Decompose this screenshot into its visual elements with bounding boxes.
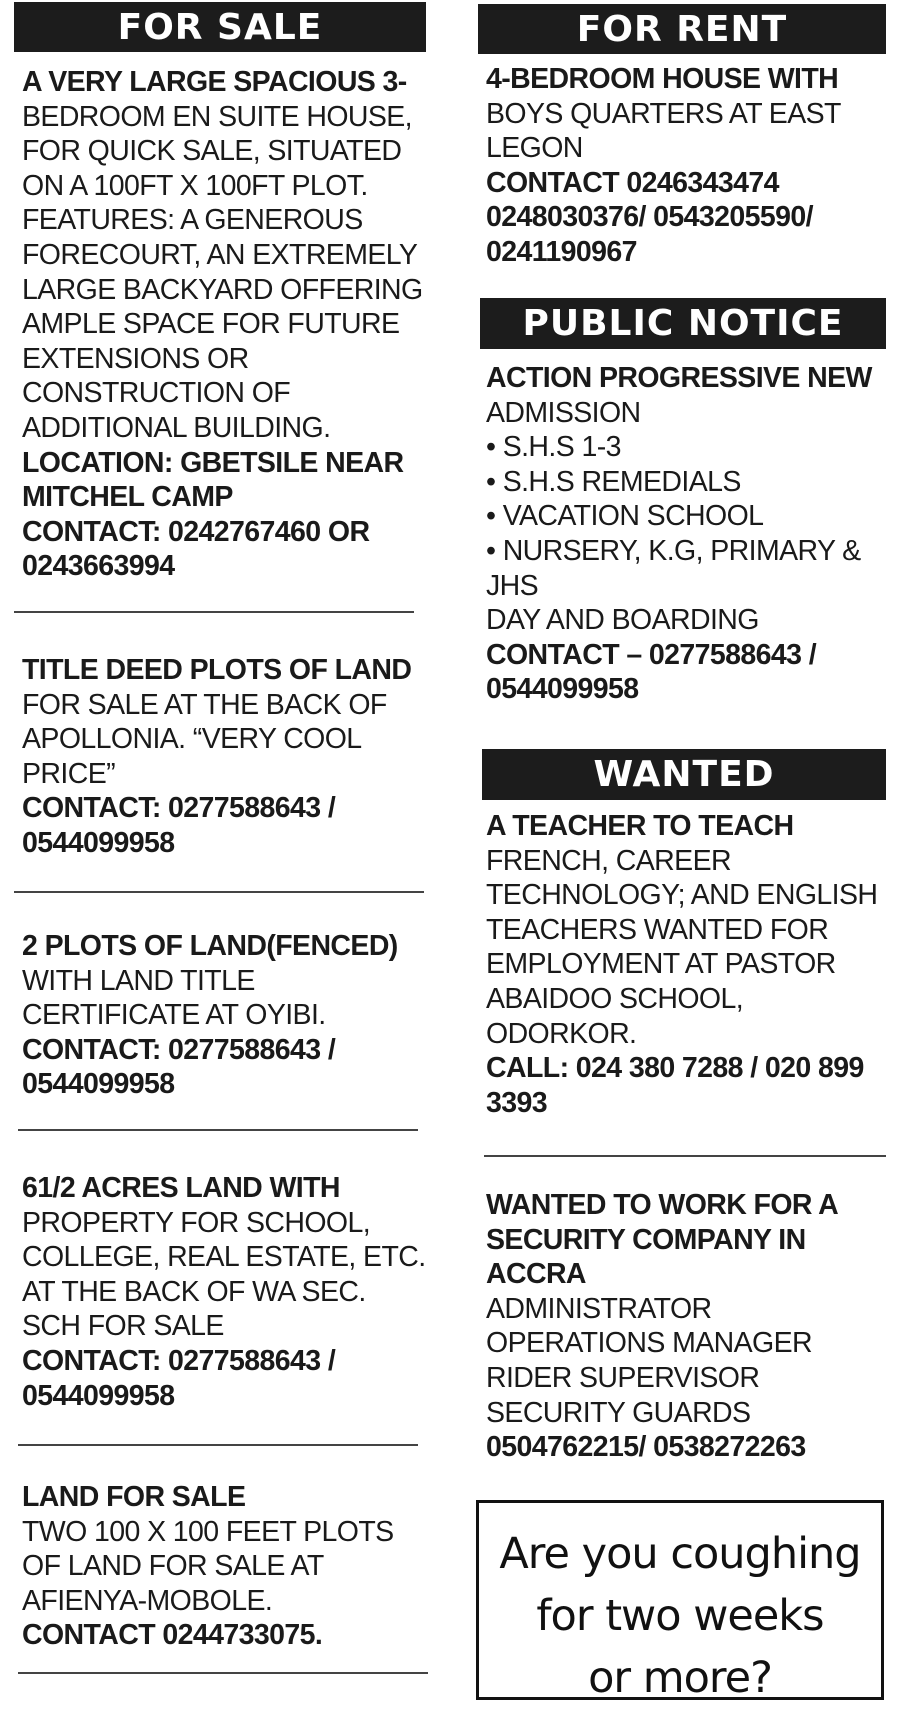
ad-contact: CONTACT 0244733075. bbox=[22, 1619, 323, 1652]
ad-text-line: BEDROOM EN SUITE HOUSE, bbox=[22, 100, 413, 133]
for-sale-ad-afienya bbox=[22, 1480, 426, 1653]
ad-contact: 0544099958 bbox=[22, 1068, 175, 1101]
ad-text-line: OF LAND FOR SALE AT bbox=[22, 1550, 324, 1583]
ad-text-line: PRICE” bbox=[22, 757, 115, 790]
divider bbox=[18, 1672, 428, 1674]
ad-contact: CONTACT 0246343474 bbox=[486, 166, 779, 199]
divider bbox=[484, 1155, 886, 1157]
wanted-ad-teacher bbox=[486, 809, 888, 1120]
ad-contact: 0248030376/ 0543205590/ bbox=[486, 201, 813, 234]
ad-text-line: COLLEGE, REAL ESTATE, ETC. bbox=[22, 1241, 426, 1274]
ad-contact: 0241190967 bbox=[486, 235, 637, 268]
ad-text-line: WITH LAND TITLE bbox=[22, 964, 255, 997]
ad-text-line: FOR QUICK SALE, SITUATED bbox=[22, 135, 402, 168]
ad-text-line: AT THE BACK OF WA SEC. bbox=[22, 1275, 366, 1308]
ad-text-line: ODORKOR. bbox=[486, 1017, 637, 1050]
ad-headline: ACCRA bbox=[486, 1258, 586, 1291]
ad-text-line: OPERATIONS MANAGER bbox=[486, 1327, 812, 1360]
ad-contact: CONTACT: 0242767460 OR bbox=[22, 515, 370, 548]
for-sale-ad-title-deed bbox=[22, 653, 426, 861]
ad-location: LOCATION: GBETSILE NEAR bbox=[22, 446, 404, 479]
health-promo-box bbox=[476, 1500, 884, 1703]
ad-text-line: CERTIFICATE AT OYIBI. bbox=[22, 999, 326, 1032]
right-column bbox=[478, 0, 888, 1676]
ad-headline: 2 PLOTS OF LAND(FENCED) bbox=[22, 930, 398, 962]
promo-line: for two weeks bbox=[536, 1591, 824, 1641]
wanted-heading: WANTED bbox=[482, 749, 886, 800]
ad-text-line: AMPLE SPACE FOR FUTURE bbox=[22, 308, 400, 341]
for-rent-ad bbox=[486, 62, 888, 270]
ad-text-line: FEATURES: A GENEROUS bbox=[22, 204, 363, 237]
for-sale-heading: FOR SALE bbox=[14, 2, 426, 52]
ad-contact: CONTACT: 0277588643 / bbox=[22, 1344, 336, 1377]
ad-text-line: JHS bbox=[486, 569, 539, 602]
ad-text-line: FRENCH, CAREER bbox=[486, 844, 731, 877]
for-sale-column bbox=[14, 0, 426, 1676]
divider bbox=[14, 611, 414, 613]
promo-text bbox=[479, 1523, 881, 1709]
ad-text-line: FORECOURT, AN EXTREMELY bbox=[22, 238, 418, 271]
ad-text-line: TECHNOLOGY; AND ENGLISH bbox=[486, 879, 878, 912]
ad-text-line: LEGON bbox=[486, 132, 583, 165]
ad-text-line: ON A 100FT X 100FT PLOT. bbox=[22, 169, 368, 202]
ad-headline: WANTED TO WORK FOR A bbox=[486, 1189, 839, 1221]
ad-contact: 0544099958 bbox=[486, 673, 639, 706]
ad-list-item: • NURSERY, K.G, PRIMARY & bbox=[486, 534, 861, 567]
promo-line: or more? bbox=[588, 1653, 772, 1703]
divider bbox=[18, 1129, 418, 1131]
ad-text-line: APOLLONIA. “VERY COOL bbox=[22, 723, 362, 756]
ad-list-item: • VACATION SCHOOL bbox=[486, 500, 764, 533]
ad-contact: 0504762215/ 0538272263 bbox=[486, 1431, 806, 1464]
ad-text-line: SECURITY GUARDS bbox=[486, 1396, 751, 1429]
ad-headline: ACTION PROGRESSIVE NEW bbox=[486, 362, 872, 394]
ad-text-line: ADMINISTRATOR bbox=[486, 1292, 712, 1325]
ad-text-line: ADMISSION bbox=[486, 396, 641, 429]
ad-text-line: TWO 100 X 100 FEET PLOTS bbox=[22, 1515, 394, 1548]
ad-text-line: PROPERTY FOR SCHOOL, bbox=[22, 1206, 371, 1239]
ad-text-line: BOYS QUARTERS AT EAST bbox=[486, 97, 841, 130]
ad-text-line: SCH FOR SALE bbox=[22, 1310, 224, 1343]
ad-contact: CALL: 024 380 7288 / 020 899 bbox=[486, 1052, 864, 1085]
ad-contact: CONTACT – 0277588643 / bbox=[486, 638, 817, 671]
ad-contact: 0544099958 bbox=[22, 1379, 175, 1412]
ad-text-line: RIDER SUPERVISOR bbox=[486, 1361, 760, 1394]
ad-headline: TITLE DEED PLOTS OF LAND bbox=[22, 654, 412, 686]
for-sale-ad-house bbox=[22, 65, 426, 584]
ad-contact: 3393 bbox=[486, 1086, 548, 1119]
ad-headline: A TEACHER TO TEACH bbox=[486, 810, 794, 842]
ad-text-line: EMPLOYMENT AT PASTOR bbox=[486, 948, 836, 981]
ad-headline: LAND FOR SALE bbox=[22, 1481, 246, 1513]
ad-text-line: TEACHERS WANTED FOR bbox=[486, 913, 829, 946]
ad-contact: 0544099958 bbox=[22, 826, 175, 859]
ad-headline: 4-BEDROOM HOUSE WITH bbox=[486, 63, 839, 95]
ad-headline: A VERY LARGE SPACIOUS 3- bbox=[22, 66, 407, 98]
divider bbox=[18, 1444, 418, 1446]
ad-text-line: DAY AND BOARDING bbox=[486, 604, 759, 637]
ad-contact: 0243663994 bbox=[22, 550, 175, 583]
ad-text-line: EXTENSIONS OR bbox=[22, 342, 249, 375]
ad-list-item: • S.H.S 1-3 bbox=[486, 431, 621, 464]
public-notice-ad bbox=[486, 361, 888, 707]
ad-list-item: • S.H.S REMEDIALS bbox=[486, 465, 741, 498]
ad-headline: 61/2 ACRES LAND WITH bbox=[22, 1172, 340, 1204]
ad-contact: CONTACT: 0277588643 / bbox=[22, 792, 336, 825]
for-sale-ad-acres bbox=[22, 1171, 426, 1413]
wanted-ad-security bbox=[486, 1188, 888, 1465]
ad-text-line: ADDITIONAL BUILDING. bbox=[22, 411, 331, 444]
ad-text-line: LARGE BACKYARD OFFERING bbox=[22, 273, 423, 306]
for-sale-ad-oyibi bbox=[22, 929, 426, 1102]
ad-location: MITCHEL CAMP bbox=[22, 481, 233, 514]
ad-text-line: CONSTRUCTION OF bbox=[22, 377, 291, 410]
ad-text-line: FOR SALE AT THE BACK OF bbox=[22, 688, 387, 721]
divider bbox=[14, 891, 424, 893]
public-notice-heading: PUBLIC NOTICE bbox=[480, 298, 886, 349]
for-rent-heading: FOR RENT bbox=[478, 4, 886, 54]
ad-text-line: ABAIDOO SCHOOL, bbox=[486, 982, 744, 1015]
ad-text-line: AFIENYA-MOBOLE. bbox=[22, 1584, 273, 1617]
ad-contact: CONTACT: 0277588643 / bbox=[22, 1033, 336, 1066]
ad-headline: SECURITY COMPANY IN bbox=[486, 1223, 806, 1256]
promo-line: Are you coughing bbox=[499, 1529, 861, 1579]
